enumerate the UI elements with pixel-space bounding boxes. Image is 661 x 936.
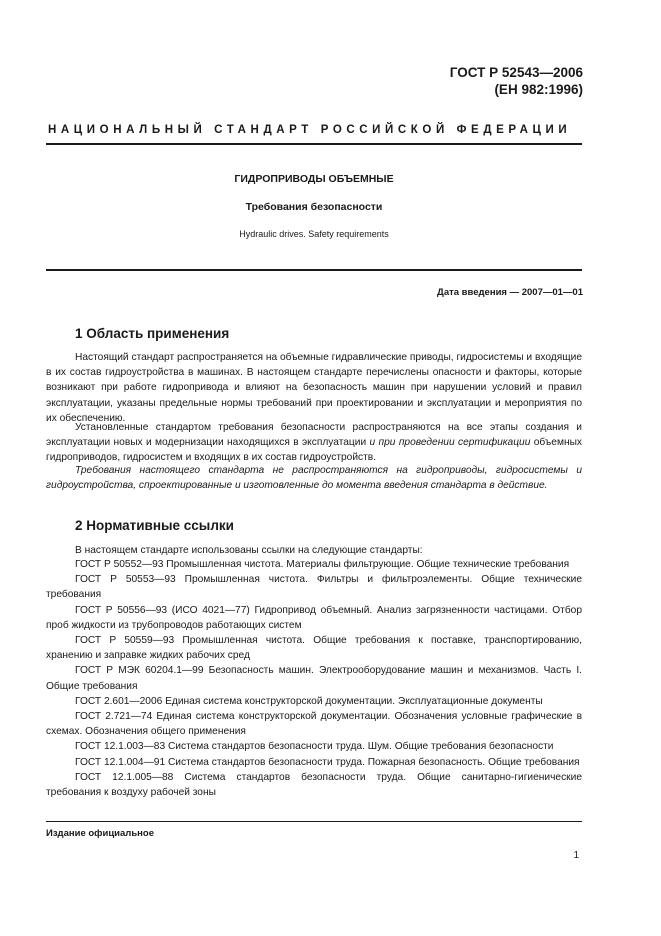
section-1-paragraph-3: Требования настоящего стандарта не распространяются на гидроприводы, гидросистемы и гидроустройства, спроектированные и изготовленные до момента введения стандарта в действие. <box>46 465 582 492</box>
section-1-paragraph-2: Установленные стандартом требования безопасности распространяются на все этапы создания и эксплуатации новых и модернизации находящихся в эксплуатации и при проведении сертификации объемных гидроприводов, гидросистем и входящих в их состав гидроустройств. <box>46 422 582 464</box>
section-1-paragraph-1: Настоящий стандарт распространяется на объемные гидравлические приводы, гидросистемы и входящие в их состав гидроустройства в машинах. В настоящем стандарте перечислены опасности и факторы, которые возникают при работе гидропривода и влияют на безопасность машин при нарушении условий и правил эксплуатации, указаны предельные нормы требований при проектировании и эксплуатации и мероприятия по их обеспечению. <box>46 352 582 424</box>
reference-item: ГОСТ 12.1.004—91 Система стандартов безопасности труда. Пожарная безопасность. Общие требования <box>75 756 580 768</box>
english-title: Hydraulic drives. Safety requirements <box>239 229 389 239</box>
reference-item: ГОСТ Р 50556—93 (ИСО 4021—77) Гидропривод объемный. Анализ загрязненности частицами. Отбор проб жидкости из трубопроводов работающих систем <box>46 604 582 631</box>
reference-item: ГОСТ 2.601—2006 Единая система конструкторской документации. Эксплуатационные документы <box>75 695 543 707</box>
document-subtitle: Требования безопасности <box>245 201 383 213</box>
section-1-heading: 1 Область применения <box>75 326 230 341</box>
footer-rule <box>46 821 582 822</box>
title-rule <box>46 269 582 271</box>
section-2-heading: 2 Нормативные ссылки <box>75 518 234 533</box>
reference-item: ГОСТ Р МЭК 60204.1—99 Безопасность машин. Электрооборудование машин и механизмов. Часть I. Общие требования <box>46 665 582 692</box>
reference-item: ГОСТ 2.721—74 Единая система конструкторской документации. Обозначения условные графические в схемах. Обозначения общего применения <box>46 711 582 738</box>
reference-item: ГОСТ 12.1.005—88 Система стандартов безопасности труда. Общие санитарно-гигиенические требования к воздуху рабочей зоны <box>46 771 582 799</box>
page-number: 1 <box>573 850 579 861</box>
national-standard-banner: НАЦИОНАЛЬНЫЙ СТАНДАРТ РОССИЙСКОЙ ФЕДЕРАЦИИ <box>48 124 572 136</box>
standard-code <box>450 64 583 98</box>
top-rule <box>46 143 582 145</box>
document-title: ГИДРОПРИВОДЫ ОБЪЕМНЫЕ <box>234 173 394 185</box>
standard-number: ГОСТ Р 52543—2006 <box>449 65 583 80</box>
introduction-date: Дата введения — 2007—01—01 <box>437 287 583 298</box>
reference-item: ГОСТ Р 50552—93 Промышленная чистота. Материалы фильтрующие. Общие технические требования <box>75 559 570 570</box>
reference-item: ГОСТ Р 50553—93 Промышленная чистота. Фильтры и фильтроэлементы. Общие технические требования <box>46 574 582 601</box>
reference-item: ГОСТ 12.1.003—83 Система стандартов безопасности труда. Шум. Общие требования безопасности <box>75 741 554 753</box>
section-2-intro: В настоящем стандарте использованы ссылки на следующие стандарты: <box>75 545 423 556</box>
en-standard-number: (ЕН 982:1996) <box>494 82 583 97</box>
official-edition-label: Издание официальное <box>46 828 154 839</box>
reference-list <box>46 557 582 800</box>
reference-item: ГОСТ Р 50559—93 Промышленная чистота. Общие требования к поставке, транспортированию, хранению и заправке жидких рабочих сред <box>46 635 582 662</box>
